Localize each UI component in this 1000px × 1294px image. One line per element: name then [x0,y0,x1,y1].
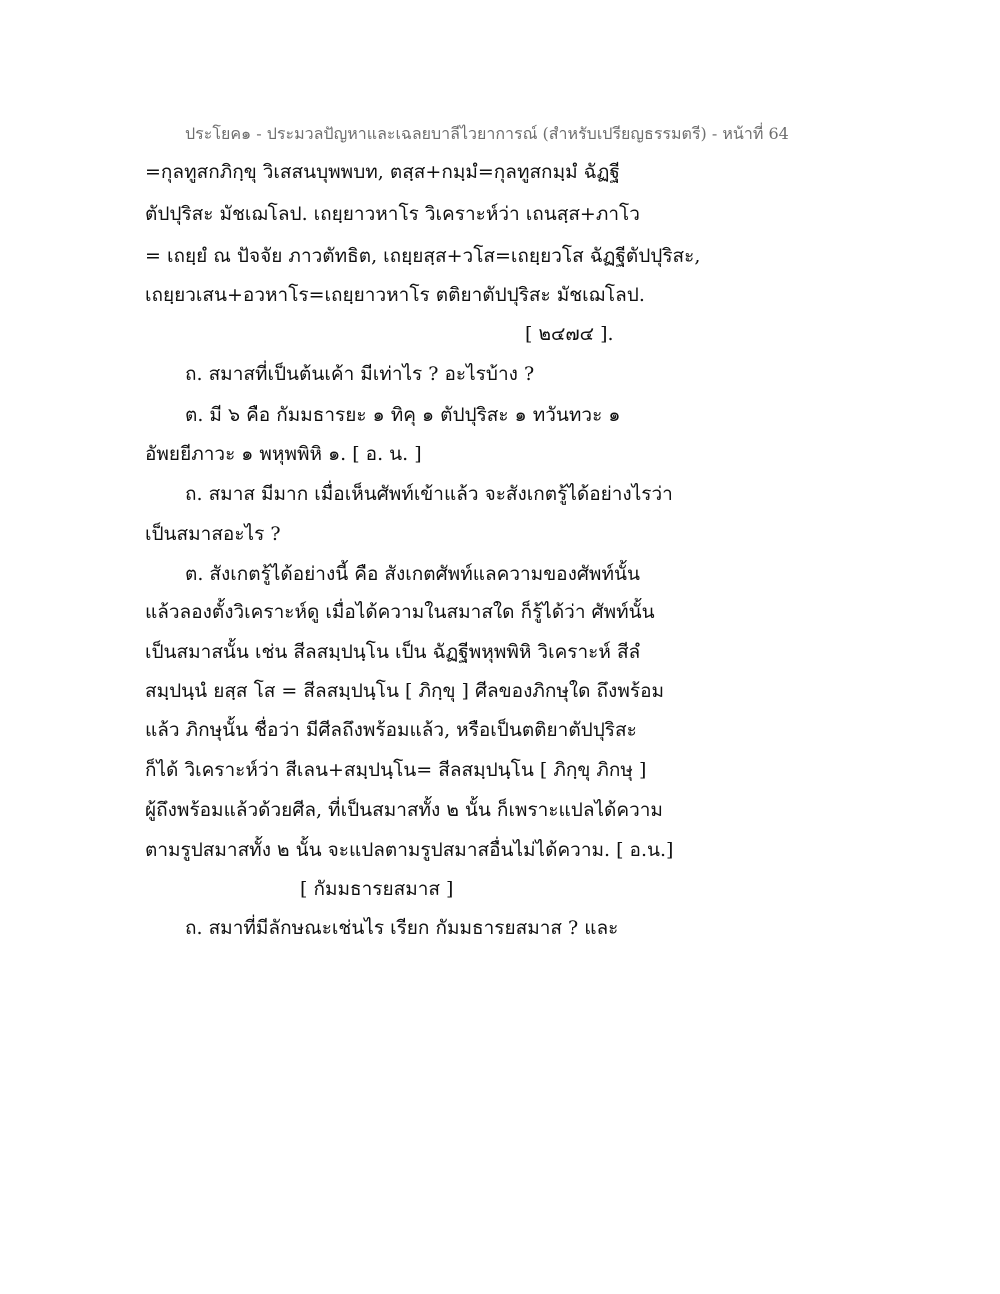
question-line: ถ. สมาที่มีลักษณะเช่นไร เรียก กัมมธารยสมาส ? และ [185,917,619,939]
text-line: ตัปปุริสะ มัชเฌโลป. เถยฺยาวหาโร วิเคราะห์ว่า เถนสฺส+ภาโว [145,203,640,225]
text-line: เป็นสมาสนั้น เช่น สีลสมฺปนฺโน เป็น ฉัฏฐีพหุพพิหิ วิเคราะห์ สีลํ [145,641,641,663]
year-reference: [ ๒๔๗๔ ]. [525,323,614,345]
text-line: =กุลทูสกภิกฺขุ วิเสสนบุพพบท, ตสฺส+กมฺมํ=กุลทูสกมฺมํ ฉัฏฐี [145,161,620,183]
text-line: = เถยฺยํ ณ ปัจจัย ภาวตัทธิต, เถยฺยสฺส+วโส=เถยฺยวโส ฉัฏฐีตัปปุริสะ, [145,245,701,267]
text-line: ก็ได้ วิเคราะห์ว่า สีเลน+สมฺปนฺโน= สีลสมฺปนฺโน [ ภิกฺขุ ภิกษุ ] [145,759,647,781]
text-line: สมฺปนฺนํ ยสฺส โส = สีลสมฺปนฺโน [ ภิกฺขุ ] ศีลของภิกษุใด ถึงพร้อม [145,680,665,702]
question-line: ถ. สมาสที่เป็นต้นเค้า มีเท่าไร ? อะไรบ้าง ? [185,363,535,385]
text-line: ตามรูปสมาสทั้ง ๒ นั้น จะแปลตามรูปสมาสอื่นไม่ได้ความ. [ อ.น.] [145,839,674,861]
question-line: ถ. สมาส มีมาก เมื่อเห็นศัพท์เข้าแล้ว จะสังเกตรู้ได้อย่างไรว่า [185,483,673,505]
answer-line: ต. มี ๖ คือ กัมมธารยะ ๑ ทิคุ ๑ ตัปปุริสะ ๑ ทวันทวะ ๑ [185,404,621,426]
text-line: เถยฺยวเสน+อวหาโร=เถยฺยาวหาโร ตติยาตัปปุริสะ มัชเฌโลป. [145,284,645,306]
text-line: ผู้ถึงพร้อมแล้วด้วยศีล, ที่เป็นสมาสทั้ง ๒ นั้น ก็เพราะแปลได้ความ [145,799,663,821]
text-line: เป็นสมาสอะไร ? [145,523,281,545]
text-line: แล้ว ภิกษุนั้น ชื่อว่า มีศีลถึงพร้อมแล้ว, หรือเป็นตติยาตัปปุริสะ [145,719,637,741]
answer-line: ต. สังเกตรู้ได้อย่างนี้ คือ สังเกตศัพท์แลความของศัพท์นั้น [185,563,640,585]
page-header: ประโยค๑ - ประมวลปัญหาและเฉลยบาลีไวยาการณ์ (สำหรับเปรียญธรรมตรี) - หน้าที่ 64 [185,124,789,143]
section-heading: [ กัมมธารยสมาส ] [300,878,454,900]
text-line: แล้วลองตั้งวิเคราะห์ดู เมื่อได้ความในสมาสใด ก็รู้ได้ว่า ศัพท์นั้น [145,601,655,623]
text-line: อัพยยีภาวะ ๑ พหุพพิหิ ๑. [ อ. น. ] [145,443,422,465]
